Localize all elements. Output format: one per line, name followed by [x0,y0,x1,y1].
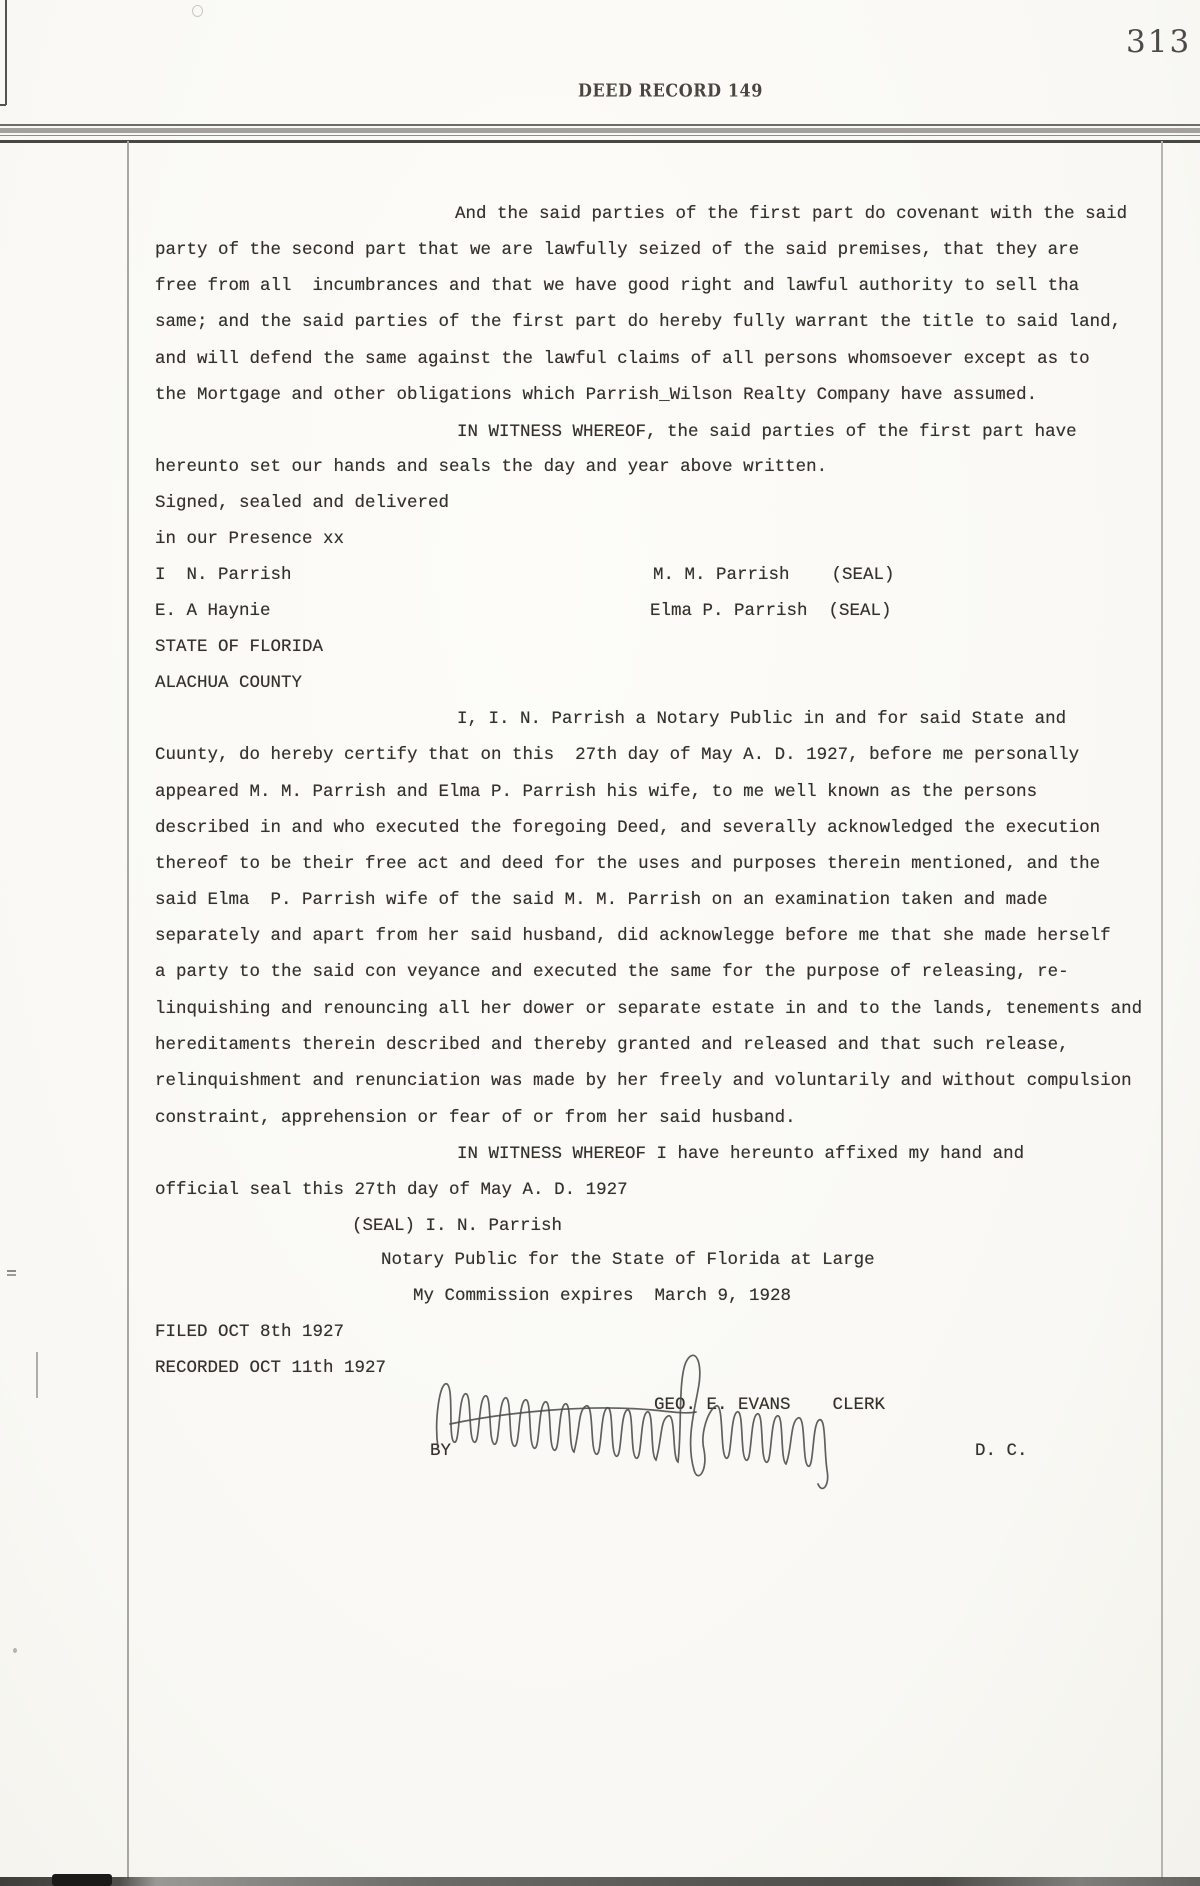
body-line: the Mortgage and other obligations which Parrish_Wilson Realty Company have assumed. [155,385,1038,405]
body-line: said Elma P. Parrish wife of the said M. M. Parrish on an examination taken and made [155,890,1048,910]
scan-artifact-corner-line [5,0,7,105]
filed-stamp: FILED OCT 8th 1927 [155,1322,345,1342]
clerk-attestation: GEO. E. EVANS CLERK [654,1395,886,1415]
deputy-initials: D. C. [975,1441,1028,1461]
scan-artifact-ring [192,5,203,17]
notary-clause: I, I. N. Parrish a Notary Public in and for said State and [457,709,1067,729]
body-line: Signed, sealed and delivered [155,493,450,513]
notary-title: Notary Public for the State of Florida at Large [381,1250,875,1270]
notary-seal-line: (SEAL) I. N. Parrish [352,1216,563,1236]
recorded-stamp: RECORDED OCT 11th 1927 [155,1358,387,1378]
body-line: in our Presence xx [155,529,345,549]
body-line: same; and the said parties of the first part do hereby fully warrant the title to said land, [155,312,1122,332]
body-line: party of the second part that we are lawfully seized of the said premises, that they are [155,240,1080,260]
commission-expiry: My Commission expires March 9, 1928 [413,1286,792,1306]
body-line: separately and apart from her said husband, did acknowlegge before me that she made herself [155,926,1111,946]
scan-artifact-bottom-edge [0,1877,1200,1886]
witness-name: E. A Haynie [155,601,271,621]
body-line: constraint, apprehension or fear of or from her said husband. [155,1108,796,1128]
seal-line: Elma P. Parrish (SEAL) [650,601,892,621]
body-line: linquishing and renouncing all her dower or separate estate in and to the lands, tenements and [155,999,1143,1019]
right-margin-rule [1161,141,1163,1879]
page-header-title: DEED RECORD 149 [578,80,764,101]
witness-name: I N. Parrish [155,565,292,585]
seal-line: M. M. Parrish (SEAL) [653,565,895,585]
top-rule-thin-2 [0,135,1200,136]
body-line: And the said parties of the first part do covenant with the said [455,204,1128,224]
body-line: hereunto set our hands and seals the day and year above written. [155,457,828,477]
scan-artifact-equals-mark [7,1270,16,1272]
body-line: relinquishment and renunciation was made by her freely and voluntarily and without compulsion [155,1071,1132,1091]
page-number: 313 [1126,24,1192,60]
scan-artifact-dot [13,1648,17,1653]
witness-clause: IN WITNESS WHEREOF, the said parties of the first part have [457,422,1077,442]
scan-artifact-pen-tick [36,1352,38,1398]
body-line: official seal this 27th day of May A. D. 1927 [155,1180,628,1200]
top-rule-thin-1 [0,124,1200,126]
scan-artifact-corner-tick [0,104,6,106]
scan-artifact-bottom-blob [52,1874,112,1886]
body-line: and will defend the same against the lawful claims of all persons whomsoever except as to [155,349,1090,369]
body-line: Cuunty, do hereby certify that on this 27th day of May A. D. 1927, before me personally [155,745,1080,765]
state-caption: STATE OF FLORIDA [155,637,324,657]
top-rule-gray-band [0,128,1200,133]
witness-clause: IN WITNESS WHEREOF I have hereunto affixed my hand and [457,1144,1025,1164]
left-margin-rule [127,141,129,1879]
body-line: appeared M. M. Parrish and Elma P. Parrish his wife, to me well known as the persons [155,782,1038,802]
clerk-signature [428,1350,848,1500]
body-line: a party to the said con veyance and executed the same for the purpose of releasing, re- [155,962,1069,982]
body-line: described in and who executed the foregoing Deed, and severally acknowledged the execution [155,818,1101,838]
body-line: hereditaments therein described and thereby granted and released and that such release, [155,1035,1069,1055]
by-label: BY [430,1441,452,1461]
top-rule-dark [0,140,1200,143]
body-line: thereof to be their free act and deed for the uses and purposes therein mentioned, and the [155,854,1101,874]
county-caption: ALACHUA COUNTY [155,673,303,693]
body-line: free from all incumbrances and that we have good right and lawful authority to sell tha [155,276,1080,296]
